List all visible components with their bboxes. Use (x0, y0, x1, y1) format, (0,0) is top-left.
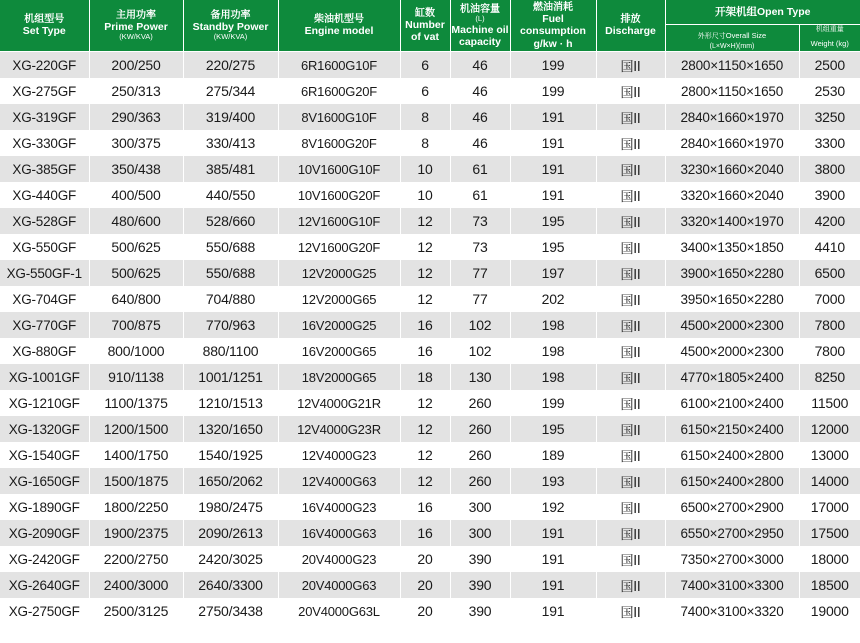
cell-standby-power: 220/275 (183, 52, 278, 79)
cell-oil-capacity: 102 (450, 338, 510, 364)
cell-discharge: 国II (596, 572, 665, 598)
cell-fuel-consumption: 191 (510, 130, 596, 156)
cell-standby-power: 2640/3300 (183, 572, 278, 598)
header-standby-power: 备用功率 Standby Power (KW/KVA) (183, 0, 278, 52)
table-row (0, 364, 860, 390)
cell-cylinders: 12 (400, 390, 450, 416)
cell-set-type: XG-528GF (0, 208, 89, 234)
cell-weight: 18000 (799, 546, 860, 572)
cell-weight: 7800 (799, 338, 860, 364)
cell-fuel-consumption: 198 (510, 364, 596, 390)
cell-overall-size: 6150×2400×2800 (665, 468, 799, 494)
table-row (0, 416, 860, 442)
table-row (0, 234, 860, 260)
table-row (0, 156, 860, 182)
cell-fuel-consumption: 191 (510, 546, 596, 572)
cell-overall-size: 6550×2700×2950 (665, 520, 799, 546)
cell-prime-power: 400/500 (89, 182, 183, 208)
cell-standby-power: 2750/3438 (183, 598, 278, 624)
cell-standby-power: 550/688 (183, 234, 278, 260)
cell-engine-model: 8V1600G20F (278, 130, 400, 156)
table-header (0, 0, 860, 52)
cell-weight: 3300 (799, 130, 860, 156)
cell-oil-capacity: 390 (450, 572, 510, 598)
cell-overall-size: 7400×3100×3320 (665, 598, 799, 624)
cell-set-type: XG-880GF (0, 338, 89, 364)
cell-oil-capacity: 300 (450, 494, 510, 520)
header-weight: 机组重量 Weight (kg) (799, 25, 860, 52)
cell-prime-power: 1800/2250 (89, 494, 183, 520)
cell-engine-model: 12V4000G63 (278, 468, 400, 494)
table-row (0, 494, 860, 520)
cell-oil-capacity: 130 (450, 364, 510, 390)
cell-fuel-consumption: 191 (510, 598, 596, 624)
cell-discharge: 国II (596, 364, 665, 390)
cell-engine-model: 20V4000G63 (278, 572, 400, 598)
cell-engine-model: 12V2000G25 (278, 260, 400, 286)
cell-standby-power: 440/550 (183, 182, 278, 208)
cell-overall-size: 6150×2150×2400 (665, 416, 799, 442)
cell-discharge: 国II (596, 598, 665, 624)
cell-fuel-consumption: 191 (510, 182, 596, 208)
cell-oil-capacity: 61 (450, 182, 510, 208)
header-open-type-en: Open Type (757, 5, 811, 18)
cell-standby-power: 528/660 (183, 208, 278, 234)
cell-prime-power: 910/1138 (89, 364, 183, 390)
cell-fuel-consumption: 189 (510, 442, 596, 468)
cell-engine-model: 16V4000G23 (278, 494, 400, 520)
cell-set-type: XG-2420GF (0, 546, 89, 572)
cell-prime-power: 1200/1500 (89, 416, 183, 442)
cell-set-type: XG-1001GF (0, 364, 89, 390)
cell-discharge: 国II (596, 104, 665, 130)
cell-fuel-consumption: 191 (510, 104, 596, 130)
cell-fuel-consumption: 195 (510, 234, 596, 260)
cell-discharge: 国II (596, 338, 665, 364)
cell-oil-capacity: 46 (450, 52, 510, 79)
cell-weight: 6500 (799, 260, 860, 286)
header-prime-power: 主用功率 Prime Power (KW/KVA) (89, 0, 183, 52)
cell-discharge: 国II (596, 130, 665, 156)
cell-oil-capacity: 260 (450, 416, 510, 442)
cell-cylinders: 12 (400, 416, 450, 442)
cell-discharge: 国II (596, 286, 665, 312)
cell-standby-power: 2090/2613 (183, 520, 278, 546)
cell-fuel-consumption: 191 (510, 520, 596, 546)
cell-cylinders: 18 (400, 364, 450, 390)
cell-set-type: XG-385GF (0, 156, 89, 182)
cell-engine-model: 12V4000G21R (278, 390, 400, 416)
cell-oil-capacity: 46 (450, 104, 510, 130)
table-row (0, 312, 860, 338)
cell-overall-size: 2800×1150×1650 (665, 78, 799, 104)
cell-prime-power: 500/625 (89, 260, 183, 286)
cell-engine-model: 12V4000G23 (278, 442, 400, 468)
cell-discharge: 国II (596, 390, 665, 416)
cell-cylinders: 16 (400, 312, 450, 338)
cell-oil-capacity: 260 (450, 468, 510, 494)
header-fuel-consumption: 燃油消耗 Fuel consumption g/kw · h (510, 0, 596, 52)
cell-standby-power: 1650/2062 (183, 468, 278, 494)
cell-prime-power: 1400/1750 (89, 442, 183, 468)
cell-weight: 12000 (799, 416, 860, 442)
table-row (0, 208, 860, 234)
cell-prime-power: 200/250 (89, 52, 183, 79)
cell-fuel-consumption: 202 (510, 286, 596, 312)
header-open-type-zh: 开架机组 (715, 5, 758, 18)
table-row (0, 130, 860, 156)
cell-standby-power: 1540/1925 (183, 442, 278, 468)
cell-set-type: XG-330GF (0, 130, 89, 156)
cell-oil-capacity: 77 (450, 260, 510, 286)
table-row (0, 52, 860, 79)
cell-discharge: 国II (596, 234, 665, 260)
cell-discharge: 国II (596, 182, 665, 208)
cell-standby-power: 2420/3025 (183, 546, 278, 572)
cell-standby-power: 385/481 (183, 156, 278, 182)
cell-discharge: 国II (596, 468, 665, 494)
cell-overall-size: 6150×2400×2800 (665, 442, 799, 468)
cell-cylinders: 8 (400, 104, 450, 130)
table-row (0, 442, 860, 468)
cell-cylinders: 12 (400, 208, 450, 234)
cell-overall-size: 4500×2000×2300 (665, 312, 799, 338)
cell-prime-power: 300/375 (89, 130, 183, 156)
cell-oil-capacity: 390 (450, 546, 510, 572)
cell-weight: 3800 (799, 156, 860, 182)
table-row (0, 286, 860, 312)
cell-prime-power: 1100/1375 (89, 390, 183, 416)
cell-set-type: XG-1540GF (0, 442, 89, 468)
table-row (0, 78, 860, 104)
cell-oil-capacity: 61 (450, 156, 510, 182)
cell-engine-model: 20V4000G23 (278, 546, 400, 572)
cell-discharge: 国II (596, 208, 665, 234)
cell-fuel-consumption: 197 (510, 260, 596, 286)
cell-standby-power: 880/1100 (183, 338, 278, 364)
cell-engine-model: 20V4000G63L (278, 598, 400, 624)
cell-overall-size: 7400×3100×3300 (665, 572, 799, 598)
cell-engine-model: 12V2000G65 (278, 286, 400, 312)
cell-cylinders: 12 (400, 260, 450, 286)
cell-overall-size: 3900×1650×2280 (665, 260, 799, 286)
cell-fuel-consumption: 195 (510, 208, 596, 234)
cell-standby-power: 1320/1650 (183, 416, 278, 442)
cell-prime-power: 1900/2375 (89, 520, 183, 546)
cell-standby-power: 319/400 (183, 104, 278, 130)
cell-standby-power: 1001/1251 (183, 364, 278, 390)
cell-weight: 4410 (799, 234, 860, 260)
cell-engine-model: 6R1600G20F (278, 78, 400, 104)
cell-cylinders: 10 (400, 156, 450, 182)
cell-set-type: XG-1650GF (0, 468, 89, 494)
cell-weight: 18500 (799, 572, 860, 598)
cell-overall-size: 3320×1660×2040 (665, 182, 799, 208)
cell-prime-power: 500/625 (89, 234, 183, 260)
header-open-type (665, 0, 860, 25)
cell-fuel-consumption: 199 (510, 390, 596, 416)
table-row (0, 468, 860, 494)
table-row (0, 546, 860, 572)
cell-overall-size: 4500×2000×2300 (665, 338, 799, 364)
cell-standby-power: 330/413 (183, 130, 278, 156)
cell-discharge: 国II (596, 156, 665, 182)
cell-cylinders: 12 (400, 442, 450, 468)
cell-cylinders: 8 (400, 130, 450, 156)
cell-overall-size: 4770×1805×2400 (665, 364, 799, 390)
cell-set-type: XG-440GF (0, 182, 89, 208)
cell-prime-power: 480/600 (89, 208, 183, 234)
cell-cylinders: 6 (400, 52, 450, 79)
cell-prime-power: 2500/3125 (89, 598, 183, 624)
cell-discharge: 国II (596, 546, 665, 572)
cell-discharge: 国II (596, 78, 665, 104)
cell-engine-model: 12V1600G20F (278, 234, 400, 260)
cell-prime-power: 350/438 (89, 156, 183, 182)
header-set-type: 机组型号 Set Type (0, 0, 89, 52)
cell-set-type: XG-770GF (0, 312, 89, 338)
cell-set-type: XG-319GF (0, 104, 89, 130)
cell-prime-power: 640/800 (89, 286, 183, 312)
cell-standby-power: 275/344 (183, 78, 278, 104)
header-cylinders: 缸数 Number of vat (400, 0, 450, 52)
cell-set-type: XG-704GF (0, 286, 89, 312)
cell-set-type: XG-1890GF (0, 494, 89, 520)
cell-oil-capacity: 77 (450, 286, 510, 312)
header-engine-model: 柴油机型号 Engine model (278, 0, 400, 52)
table-row (0, 390, 860, 416)
cell-overall-size: 6100×2100×2400 (665, 390, 799, 416)
cell-weight: 7000 (799, 286, 860, 312)
cell-weight: 14000 (799, 468, 860, 494)
cell-oil-capacity: 73 (450, 208, 510, 234)
cell-prime-power: 1500/1875 (89, 468, 183, 494)
cell-engine-model: 10V1600G20F (278, 182, 400, 208)
cell-fuel-consumption: 191 (510, 156, 596, 182)
cell-weight: 2530 (799, 78, 860, 104)
cell-oil-capacity: 260 (450, 390, 510, 416)
cell-fuel-consumption: 192 (510, 494, 596, 520)
cell-cylinders: 12 (400, 234, 450, 260)
cell-overall-size: 3230×1660×2040 (665, 156, 799, 182)
cell-set-type: XG-2640GF (0, 572, 89, 598)
cell-prime-power: 290/363 (89, 104, 183, 130)
cell-weight: 13000 (799, 442, 860, 468)
cell-oil-capacity: 390 (450, 598, 510, 624)
cell-cylinders: 20 (400, 546, 450, 572)
cell-weight: 4200 (799, 208, 860, 234)
cell-cylinders: 12 (400, 286, 450, 312)
cell-weight: 2500 (799, 52, 860, 79)
cell-prime-power: 250/313 (89, 78, 183, 104)
cell-prime-power: 800/1000 (89, 338, 183, 364)
cell-set-type: XG-550GF (0, 234, 89, 260)
cell-engine-model: 16V2000G65 (278, 338, 400, 364)
cell-engine-model: 16V4000G63 (278, 520, 400, 546)
cell-engine-model: 16V2000G25 (278, 312, 400, 338)
header-oil-capacity: 机油容量 (L) Machine oil capacity (450, 0, 510, 52)
cell-discharge: 国II (596, 312, 665, 338)
cell-weight: 19000 (799, 598, 860, 624)
cell-weight: 17000 (799, 494, 860, 520)
cell-overall-size: 2840×1660×1970 (665, 130, 799, 156)
cell-cylinders: 16 (400, 338, 450, 364)
cell-fuel-consumption: 199 (510, 52, 596, 79)
cell-set-type: XG-2090GF (0, 520, 89, 546)
cell-set-type: XG-1210GF (0, 390, 89, 416)
cell-weight: 17500 (799, 520, 860, 546)
cell-set-type: XG-550GF-1 (0, 260, 89, 286)
cell-overall-size: 2800×1150×1650 (665, 52, 799, 79)
cell-standby-power: 704/880 (183, 286, 278, 312)
cell-overall-size: 3950×1650×2280 (665, 286, 799, 312)
cell-oil-capacity: 73 (450, 234, 510, 260)
cell-overall-size: 3400×1350×1850 (665, 234, 799, 260)
cell-discharge: 国II (596, 520, 665, 546)
cell-engine-model: 10V1600G10F (278, 156, 400, 182)
cell-prime-power: 2200/2750 (89, 546, 183, 572)
cell-engine-model: 18V2000G65 (278, 364, 400, 390)
cell-weight: 11500 (799, 390, 860, 416)
cell-weight: 3250 (799, 104, 860, 130)
cell-set-type: XG-1320GF (0, 416, 89, 442)
cell-cylinders: 16 (400, 494, 450, 520)
cell-engine-model: 12V4000G23R (278, 416, 400, 442)
cell-weight: 3900 (799, 182, 860, 208)
table-row (0, 182, 860, 208)
cell-cylinders: 20 (400, 598, 450, 624)
table-row (0, 572, 860, 598)
cell-standby-power: 1980/2475 (183, 494, 278, 520)
cell-discharge: 国II (596, 494, 665, 520)
cell-oil-capacity: 46 (450, 78, 510, 104)
cell-discharge: 国II (596, 442, 665, 468)
cell-overall-size: 6500×2700×2900 (665, 494, 799, 520)
cell-weight: 8250 (799, 364, 860, 390)
cell-fuel-consumption: 198 (510, 338, 596, 364)
cell-discharge: 国II (596, 52, 665, 79)
table-row (0, 520, 860, 546)
cell-cylinders: 6 (400, 78, 450, 104)
cell-oil-capacity: 300 (450, 520, 510, 546)
cell-engine-model: 8V1600G10F (278, 104, 400, 130)
cell-discharge: 国II (596, 416, 665, 442)
cell-set-type: XG-2750GF (0, 598, 89, 624)
cell-discharge: 国II (596, 260, 665, 286)
cell-fuel-consumption: 193 (510, 468, 596, 494)
cell-engine-model: 12V1600G10F (278, 208, 400, 234)
cell-cylinders: 10 (400, 182, 450, 208)
cell-fuel-consumption: 191 (510, 572, 596, 598)
table-row (0, 598, 860, 624)
cell-cylinders: 20 (400, 572, 450, 598)
cell-standby-power: 770/963 (183, 312, 278, 338)
cell-cylinders: 12 (400, 468, 450, 494)
cell-cylinders: 16 (400, 520, 450, 546)
cell-overall-size: 7350×2700×3000 (665, 546, 799, 572)
table-body (0, 52, 860, 625)
table-row (0, 104, 860, 130)
header-discharge: 排放 Discharge (596, 0, 665, 52)
cell-set-type: XG-220GF (0, 52, 89, 79)
cell-oil-capacity: 46 (450, 130, 510, 156)
table-row (0, 338, 860, 364)
cell-overall-size: 2840×1660×1970 (665, 104, 799, 130)
cell-oil-capacity: 260 (450, 442, 510, 468)
cell-prime-power: 2400/3000 (89, 572, 183, 598)
cell-fuel-consumption: 199 (510, 78, 596, 104)
cell-oil-capacity: 102 (450, 312, 510, 338)
cell-engine-model: 6R1600G10F (278, 52, 400, 79)
cell-weight: 7800 (799, 312, 860, 338)
cell-standby-power: 550/688 (183, 260, 278, 286)
header-overall-size: 外形尺寸Overall Size (L×W×H)(mm) (665, 25, 799, 52)
cell-set-type: XG-275GF (0, 78, 89, 104)
cell-fuel-consumption: 195 (510, 416, 596, 442)
cell-prime-power: 700/875 (89, 312, 183, 338)
table-row (0, 260, 860, 286)
cell-overall-size: 3320×1400×1970 (665, 208, 799, 234)
cell-fuel-consumption: 198 (510, 312, 596, 338)
cell-standby-power: 1210/1513 (183, 390, 278, 416)
